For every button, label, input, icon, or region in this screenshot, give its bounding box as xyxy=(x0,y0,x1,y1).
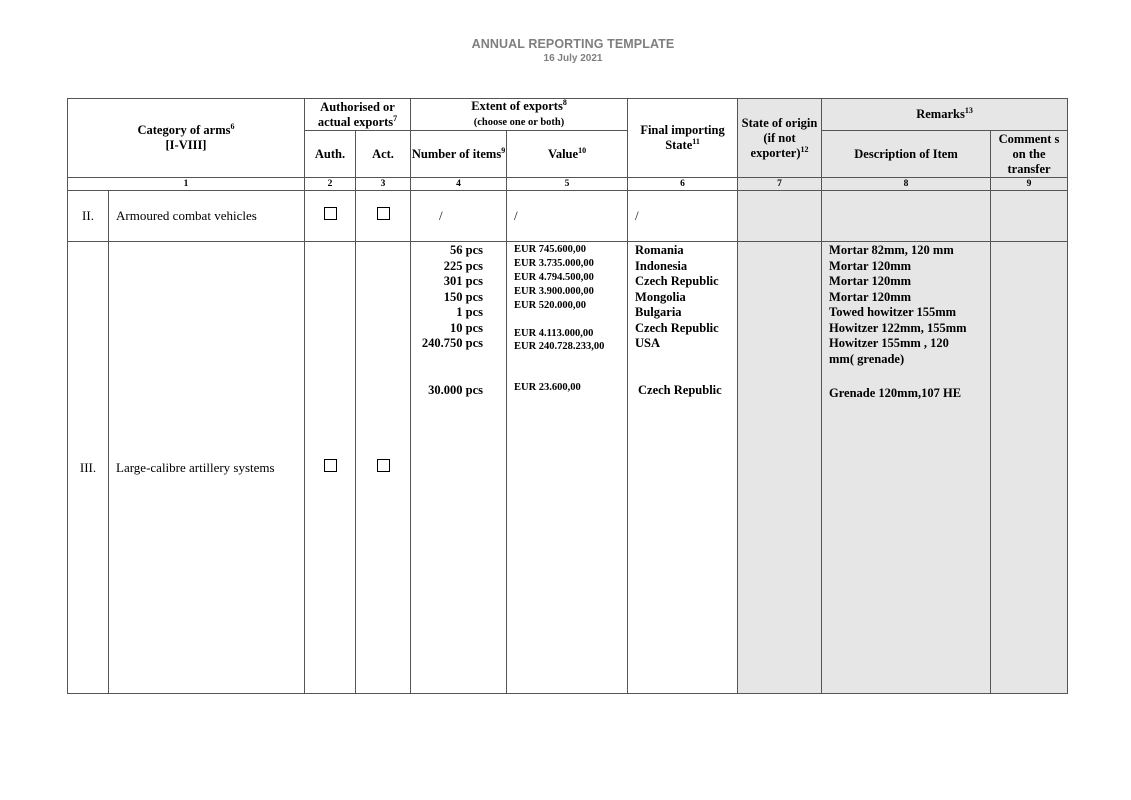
category-roman: II. xyxy=(68,191,109,242)
description-item: Mortar 82mm, 120 mm xyxy=(829,243,954,257)
header-final-state: Final importing State$^{11}$ xyxy=(628,99,738,178)
quantity-item: 10 pcs xyxy=(450,320,484,335)
column-number: 8 xyxy=(822,178,991,191)
state-item: Czech Republic xyxy=(635,320,719,335)
number-of-items-cell xyxy=(411,242,507,694)
auth-checkbox-cell xyxy=(305,242,356,694)
value-item: EUR 3.735.000,00 xyxy=(514,257,594,269)
table-row xyxy=(68,191,1068,242)
number-of-items: / xyxy=(411,191,507,242)
quantity-item: 150 pcs xyxy=(443,289,484,304)
category-name: Large-calibre artillery systems xyxy=(109,242,305,694)
column-number: 4 xyxy=(411,178,507,191)
comments-on-transfer xyxy=(991,191,1068,242)
header-extent: Extent of exports$^8$ (choose one or both) xyxy=(411,99,628,131)
auth-checkbox[interactable] xyxy=(324,459,337,472)
act-checkbox[interactable] xyxy=(377,207,390,220)
header-category: Category of arms$^6$ [I-VIII] xyxy=(68,99,305,178)
value-item: EUR 23.600,00 xyxy=(514,382,581,394)
value-item: EUR 4.113.000,00 xyxy=(514,327,594,339)
column-number: 7 xyxy=(738,178,822,191)
column-number: 6 xyxy=(628,178,738,191)
state-item: Indonesia xyxy=(635,258,688,273)
quantity-item: 56 pcs xyxy=(450,243,484,257)
act-checkbox-cell xyxy=(356,191,411,242)
export-value-cell xyxy=(507,242,628,694)
description-of-item-cell xyxy=(822,242,991,694)
final-importing-state: / xyxy=(628,191,738,242)
state-item: Bulgaria xyxy=(635,305,682,319)
auth-checkbox-cell xyxy=(305,191,356,242)
column-number: 2 xyxy=(305,178,356,191)
column-number: 5 xyxy=(507,178,628,191)
auth-checkbox[interactable] xyxy=(324,207,337,220)
value-item: EUR 745.600,00 xyxy=(514,244,587,255)
document-date: 16 July 2021 xyxy=(543,53,603,64)
description-item: Mortar 120mm xyxy=(829,274,912,288)
state-item: Romania xyxy=(635,243,684,257)
final-importing-state-cell xyxy=(628,242,738,694)
quantity-item: 301 pcs xyxy=(443,274,484,288)
quantity-item: 30.000 pcs xyxy=(428,382,484,397)
state-of-origin xyxy=(738,191,822,242)
value-item: EUR 520.000,00 xyxy=(514,299,587,311)
header-origin: State of origin (if not exporter)$^{12}$ xyxy=(738,99,822,178)
value-item: EUR 3.900.000,00 xyxy=(514,285,594,297)
column-number: 3 xyxy=(356,178,411,191)
act-checkbox-cell xyxy=(356,242,411,694)
quantity-item: 1 pcs xyxy=(456,305,484,319)
quantity-item: 240.750 pcs xyxy=(421,336,484,350)
description-item: Howitzer 155mm , 120 mm( grenade) xyxy=(829,336,949,366)
header-remarks: Remarks$^{13}$ xyxy=(822,99,1068,131)
state-item: Czech Republic xyxy=(638,382,722,397)
state-item: USA xyxy=(635,336,661,350)
header-description: Description of Item xyxy=(822,131,991,178)
column-number: 9 xyxy=(991,178,1068,191)
column-number: 1 xyxy=(68,178,305,191)
header-comments: Comment s on the transfer xyxy=(991,131,1068,178)
state-of-origin xyxy=(738,242,822,694)
header-number: Number of items$^9$ xyxy=(411,131,507,178)
document-title: ANNUAL REPORTING TEMPLATE xyxy=(471,37,675,51)
comments-on-transfer xyxy=(991,242,1068,694)
description-item: Mortar 120mm xyxy=(829,289,912,304)
table-row xyxy=(68,242,1068,694)
header-auth: Auth. xyxy=(305,131,356,178)
header-value: Value$^{10}$ xyxy=(507,131,628,178)
quantity-item: 225 pcs xyxy=(443,258,484,273)
description-of-item xyxy=(822,191,991,242)
export-value: / xyxy=(507,191,628,242)
state-item: Czech Republic xyxy=(635,274,719,288)
reporting-table xyxy=(67,98,1068,694)
description-item: Grenade 120mm,107 HE xyxy=(829,386,962,400)
category-roman: III. xyxy=(68,242,109,694)
header-act: Act. xyxy=(356,131,411,178)
value-item: EUR 4.794.500,00 xyxy=(514,271,594,283)
header-authorised: Authorised or actual exports$^7$ xyxy=(305,99,411,131)
description-item: Howitzer 122mm, 155mm xyxy=(829,320,967,335)
header-extent-note: (choose one or both) xyxy=(473,117,565,128)
act-checkbox[interactable] xyxy=(377,459,390,472)
state-item: Mongolia xyxy=(635,289,686,304)
description-item: Mortar 120mm xyxy=(829,258,912,273)
category-name: Armoured combat vehicles xyxy=(109,191,305,242)
value-item: EUR 240.728.233,00 xyxy=(514,341,605,353)
description-item: Towed howitzer 155mm xyxy=(829,305,957,319)
